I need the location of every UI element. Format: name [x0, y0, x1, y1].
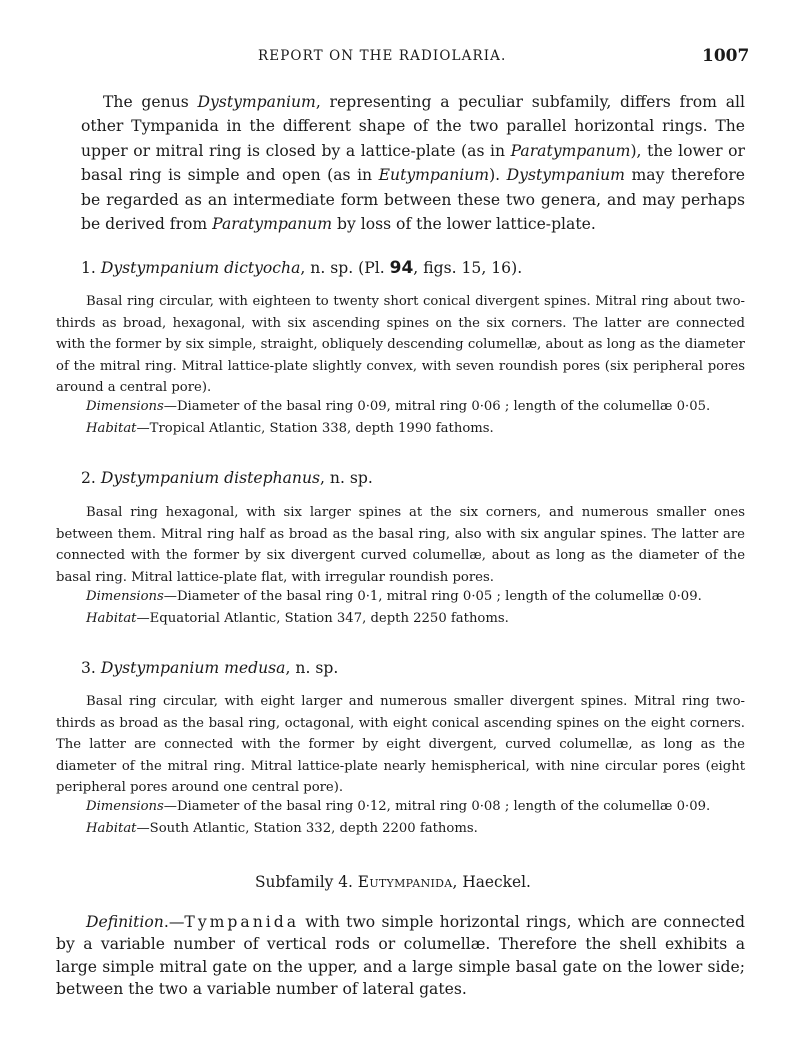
genus-name: Paratympanum — [212, 215, 333, 234]
species-dimensions: Dimensions—Diameter of the basal ring 0·12, mitral ring 0·08 ; length of the columellæ 0·09. — [86, 799, 711, 814]
species-dimensions: Dimensions—Diameter of the basal ring 0·09, mitral ring 0·06 ; length of the columellæ 0·05. — [86, 399, 711, 414]
genus-name: Eutympanium — [378, 166, 490, 185]
genus-name: Dystympanium — [506, 166, 625, 185]
species-description: Basal ring circular, with eighteen to twenty short conical divergent spines. Mitral ring about two-thirds as broad, hexagonal, with six ascending spines on the six corners. The latter are connected with the former by six simple, straight, obliquely descending columellæ, about as long as the diameter of the mitral ring. Mitral lattice-plate slightly convex, with seven roundish pores (six peripheral pores around a central pore). — [56, 294, 745, 396]
family-name: Tympanida — [184, 913, 300, 931]
genus-name: Paratympanum — [510, 141, 631, 160]
species-name: Dystympanium dictyocha — [100, 259, 301, 277]
species-heading: 3. Dystympanium medusa, n. sp. — [81, 659, 339, 677]
species-habitat: Habitat—Equatorial Atlantic, Station 347, depth 2250 fathoms. — [86, 611, 509, 626]
species-habitat: Habitat—Tropical Atlantic, Station 338, depth 1990 fathoms. — [86, 421, 494, 436]
intro-paragraph: The genus Dystympanium, representing a peculiar subfamily, differs from all other Tympanida in the different shape of the two parallel horizontal rings. The upper or mitral ring is closed by a lattice-plate (as in Paratympanum), the lower or basal ring is simple and open (as in Eutympanium). Dystympanium may therefore be regarded as an intermediate form between these two genera, and may perhaps be derived from Paratympanum by loss of the lower lattice-plate. — [81, 93, 746, 234]
species-name: Dystympanium distephanus — [100, 469, 321, 487]
species-heading: 2. Dystympanium distephanus, n. sp. — [81, 469, 373, 487]
running-head-title: REPORT ON THE RADIOLARIA. — [258, 48, 507, 64]
species-dimensions: Dimensions—Diameter of the basal ring 0·1, mitral ring 0·05 ; length of the columellæ 0·09. — [86, 589, 702, 604]
species-habitat: Habitat—South Atlantic, Station 332, depth 2200 fathoms. — [86, 821, 478, 836]
genus-name: Dystympanium — [197, 93, 316, 111]
definition-label: Definition — [86, 913, 164, 931]
page-number: 1007 — [702, 46, 750, 66]
species-description: Basal ring circular, with eight larger and numerous smaller divergent spines. Mitral ring two-thirds as broad as the basal ring, octagonal, with eight conical ascending spines on the eight corners. The latter are connected with the former by eight divergent, curved columellæ, as long as the diameter of the mitral ring. Mitral lattice-plate nearly hemispherical, with nine circular pores (eight peripheral pores around one central pore). — [56, 694, 745, 796]
species-heading: 1. Dystympanium dictyocha, n. sp. (Pl. 94, figs. 15, 16). — [81, 258, 523, 278]
running-head — [0, 46, 800, 68]
species-name: Dystympanium medusa — [100, 659, 286, 677]
plate-number: 94 — [389, 258, 414, 278]
definition-paragraph: Definition.—Tympanida with two simple horizontal rings, which are connected by a variable number of vertical rods or columellæ. Therefore the shell exhibits a large simple mitral gate on the upper, and a large simple basal gate on the lower side; between the two a variable number of lateral gates. — [56, 913, 745, 999]
subfamily-heading: Subfamily 4. Eutympanida, Haeckel. — [255, 873, 531, 891]
species-description: Basal ring hexagonal, with six larger spines at the six corners, and numerous smaller ones between them. Mitral ring half as broad as the basal ring, also with six angular spines. The latter are connected with the former by six divergent curved columellæ, about as long as the diameter of the basal ring. Mitral lattice-plate flat, with irregular roundish pores. — [56, 505, 745, 585]
subfamily-name: Eutympanida — [357, 873, 453, 891]
